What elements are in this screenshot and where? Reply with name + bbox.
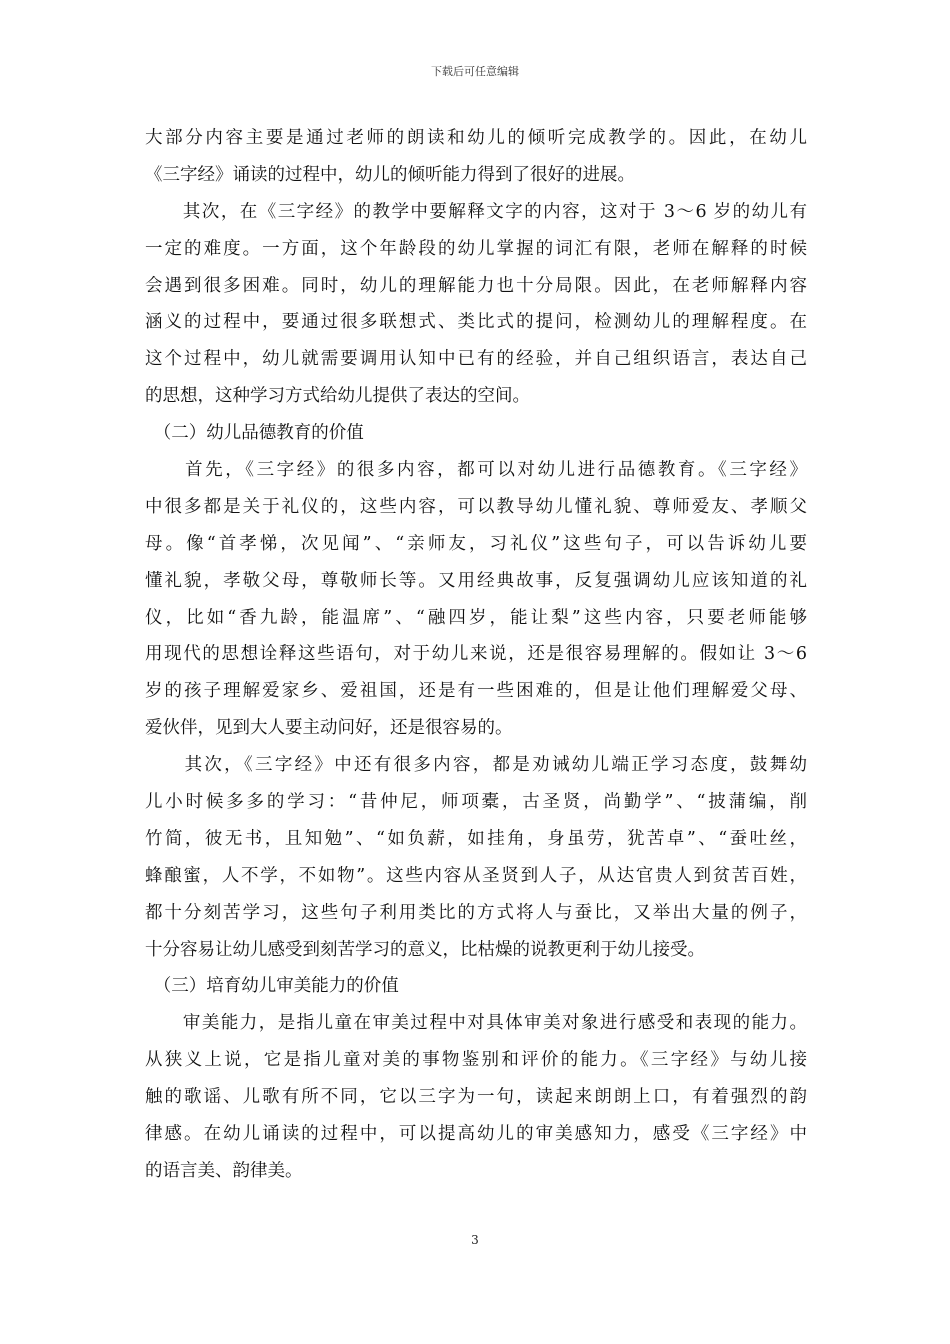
text-line: 十分容易让幼儿感受到刻苦学习的意义，比枯燥的说教更利于幼儿接受。 <box>145 939 705 960</box>
text-line: 竹简，彼无书，且知勉”、“如负薪，如挂角，身虽劳，犹苦卓”、“蚕吐丝， <box>145 828 807 849</box>
text-line: 儿小时候多多的学习：“昔仲尼，师项橐，古圣贤，尚勤学”、“披蒲编，削 <box>145 792 807 813</box>
page-number: 3 <box>471 1233 479 1247</box>
text-line: 首先，《三字经》的很多内容，都可以对幼儿进行品德教育。《三字经》 <box>145 460 807 481</box>
text-line: 都十分刻苦学习，这些句子利用类比的方式将人与蚕比，又举出大量的例子， <box>145 902 807 923</box>
body-text <box>145 120 807 1190</box>
page-header: 下载后可任意编辑 <box>431 65 519 78</box>
text-line: 一定的难度。一方面，这个年龄段的幼儿掌握的词汇有限，老师在解释的时候 <box>145 238 807 259</box>
text-line: 蜂酿蜜，人不学，不如物”。这些内容从圣贤到人子，从达官贵人到贫苦百姓， <box>145 865 807 886</box>
text-line: 其次，《三字经》中还有很多内容，都是劝诫幼儿端正学习态度，鼓舞幼 <box>145 755 807 776</box>
text-line: 律感。在幼儿诵读的过程中，可以提高幼儿的审美感知力，感受《三字经》中 <box>145 1124 807 1145</box>
text-line: 审美能力，是指儿童在审美过程中对具体审美对象进行感受和表现的能力。 <box>145 1013 807 1034</box>
text-line: 仪，比如“香九龄，能温席”、“融四岁，能让梨”这些内容，只要老师能够 <box>145 607 807 628</box>
text-line: 用现代的思想诠释这些语句，对于幼儿来说，还是很容易理解的。假如让 3～6 <box>145 644 807 665</box>
text-line: 爱伙伴，见到大人要主动问好，还是很容易的。 <box>145 718 513 739</box>
section-heading: （三）培育幼儿审美能力的价值 <box>145 976 399 997</box>
section-heading: （二）幼儿品德教育的价值 <box>145 423 364 444</box>
text-line: 触的歌谣、儿歌有所不同，它以三字为一句，读起来朗朗上口，有着强烈的韵 <box>145 1087 807 1108</box>
text-line: 会遇到很多困难。同时，幼儿的理解能力也十分局限。因此，在老师解释内容 <box>145 275 807 296</box>
text-line: 岁的孩子理解爱家乡、爱祖国，还是有一些困难的，但是让他们理解爱父母、 <box>145 681 807 702</box>
text-line: 大部分内容主要是通过老师的朗读和幼儿的倾听完成教学的。因此，在幼儿 <box>145 128 807 148</box>
text-line: 母。像“首孝悌，次见闻”、“亲师友，习礼仪”这些句子，可以告诉幼儿要 <box>145 533 807 554</box>
text-line: 其次，在《三字经》的教学中要解释文字的内容，这对于 3～6 岁的幼儿有 <box>145 201 807 222</box>
text-line: 的思想，这种学习方式给幼儿提供了表达的空间。 <box>145 386 530 407</box>
text-line: 涵义的过程中，要通过很多联想式、类比式的提问，检测幼儿的理解程度。在 <box>145 312 807 333</box>
text-line: 这个过程中，幼儿就需要调用认知中已有的经验，并自己组织语言，表达自己 <box>145 349 807 370</box>
text-line: 从狭义上说，它是指儿童对美的事物鉴别和评价的能力。《三字经》与幼儿接 <box>145 1050 807 1071</box>
text-line: 的语言美、韵律美。 <box>145 1160 303 1181</box>
text-line: 中很多都是关于礼仪的，这些内容，可以教导幼儿懂礼貌、尊师爱友、孝顺父 <box>145 496 807 517</box>
text-line: 《三字经》诵读的过程中，幼儿的倾听能力得到了很好的进展。 <box>145 164 635 185</box>
text-line: 懂礼貌，孝敬父母，尊敬师长等。又用经典故事，反复强调幼儿应该知道的礼 <box>145 570 807 591</box>
